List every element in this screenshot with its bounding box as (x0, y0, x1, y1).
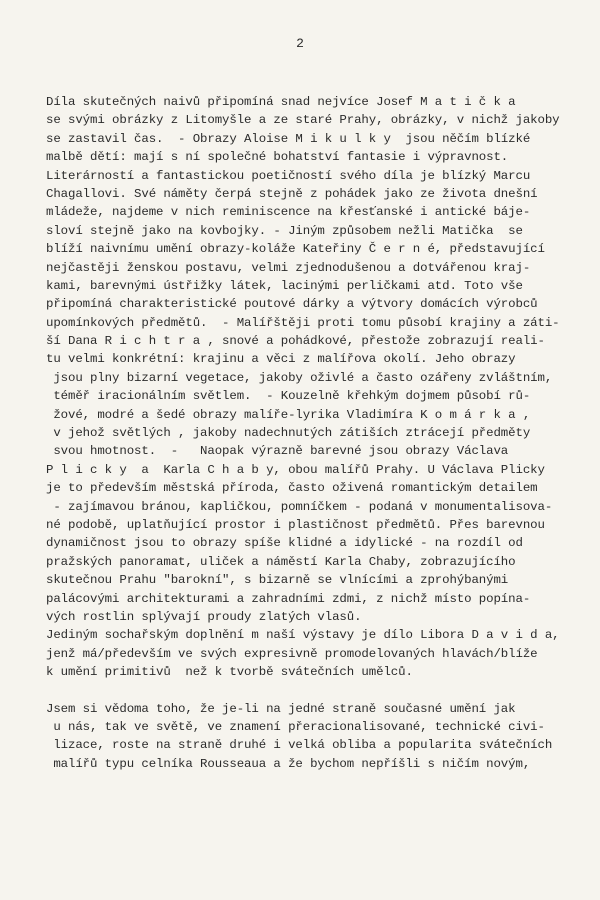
text-line: v jehož světlých , jakoby nadechnutých zátiších ztrácejí předměty (46, 426, 531, 441)
text-line: Chagallovi. Své náměty čerpá stejně z pohádek jako ze života dnešní (46, 186, 538, 201)
text-line: nejčastěji ženskou postavu, velmi zjednodušenou a dotvářenou kraj- (46, 260, 531, 275)
text-line: Jsem si vědoma toho, že je-li na jedné straně současné umění jak (46, 701, 516, 716)
text-line: malířů typu celníka Rousseaua a že bychom nepříšli s ničím novým, (46, 756, 531, 771)
text-line: svou hmotnost. - Naopak výrazně barevné jsou obrazy Václava (46, 444, 509, 459)
text-line: ší Dana R i c h t r a , snové a pohádkové, přestože zobrazují reali- (46, 334, 545, 349)
text-line: palácovými architekturami a zahradními zdmi, z nichž místo popína- (46, 591, 531, 606)
paragraph-gap (46, 682, 594, 700)
text-line: téměř iracionálním světlem. - Kouzelně křehkým dojmem působí rů- (46, 389, 531, 404)
body-text (46, 93, 594, 773)
text-line: malbě dětí: mají s ní společné bohatství fantasie i výpravnost. (46, 150, 509, 165)
text-line: skutečnou Prahu "barokní", s bizarně se vlnícími a zprohýbanými (46, 573, 509, 588)
text-line: u nás, tak ve světě, ve znamení přeracionalisované, technické civi- (46, 719, 545, 734)
text-line: k umění primitivů než k tvorbě svátečních umělců. (46, 665, 413, 680)
text-line: né podobě, uplatňující prostor i plastičnost předmětů. Přes barevnou (46, 517, 545, 532)
text-line: Literárností a fantastickou poetičností svého díla je blízký Marcu (46, 168, 531, 183)
text-line: upomínkových předmětů. - Malířštěji proti tomu působí krajiny a záti- (46, 315, 560, 330)
text-line: sloví stejně jako na kovbojky. - Jiným způsobem nežli Matička se (46, 223, 523, 238)
paragraph-2 (46, 700, 594, 774)
text-line: připomíná charakteristické poutové dárky a výtvory domácích výrobců (46, 297, 538, 312)
text-line: P l i c k y a Karla C h a b y, obou malířů Prahy. U Václava Plicky (46, 462, 545, 477)
text-line: pražských panoramat, uliček a náměstí Karla Chaby, zobrazujícího (46, 554, 516, 569)
text-line: jsou plny bizarní vegetace, jakoby oživlé a často ozářeny zvláštním, (46, 370, 553, 385)
text-line: je to především městská příroda, často oživená romantickým detailem (46, 481, 538, 496)
text-line: Jediným sochařským doplnění m naší výstavy je dílo Libora D a v i d a, (46, 628, 560, 643)
text-line: lizace, roste na straně druhé i velká obliba a popularita svátečních (46, 738, 553, 753)
text-line: vých rostlin splývají proudy zlatých vlasů. (46, 609, 362, 624)
text-line: - zajímavou bránou, kapličkou, pomníčkem - podaná v monumentalisova- (46, 499, 553, 514)
page-number: 2 (296, 36, 304, 51)
text-line: mládeže, najdeme v nich reminiscence na křesťanské i antické báje- (46, 205, 531, 220)
text-line: se svými obrázky z Litomyšle a ze staré Prahy, obrázky, v nichž jakoby (46, 113, 560, 128)
text-line: kami, barevnými ústřižky látek, lacinými perličkami atd. Toto vše (46, 278, 523, 293)
text-line: dynamičnost jsou to obrazy spíše klidné a idylické - na rozdíl od (46, 536, 523, 551)
text-line: blíží naivnímu umění obrazy-koláže Kateřiny Č e r n é, představující (46, 242, 545, 257)
text-line: žové, modré a šedé obrazy malíře-lyrika Vladimíra K o m á r k a , (46, 407, 531, 422)
text-line: se zastavil čas. - Obrazy Aloise M i k u l k y jsou něčím blízké (46, 131, 531, 146)
text-line: tu velmi konkrétní: krajinu a věci z malířova okolí. Jeho obrazy (46, 352, 516, 367)
text-line: jenž má/především ve svých expresivně promodelovaných hlavách/blíže (46, 646, 538, 661)
text-line: Díla skutečných naivů připomíná snad nejvíce Josef M a t i č k a (46, 95, 516, 109)
paragraph-1 (46, 93, 594, 682)
